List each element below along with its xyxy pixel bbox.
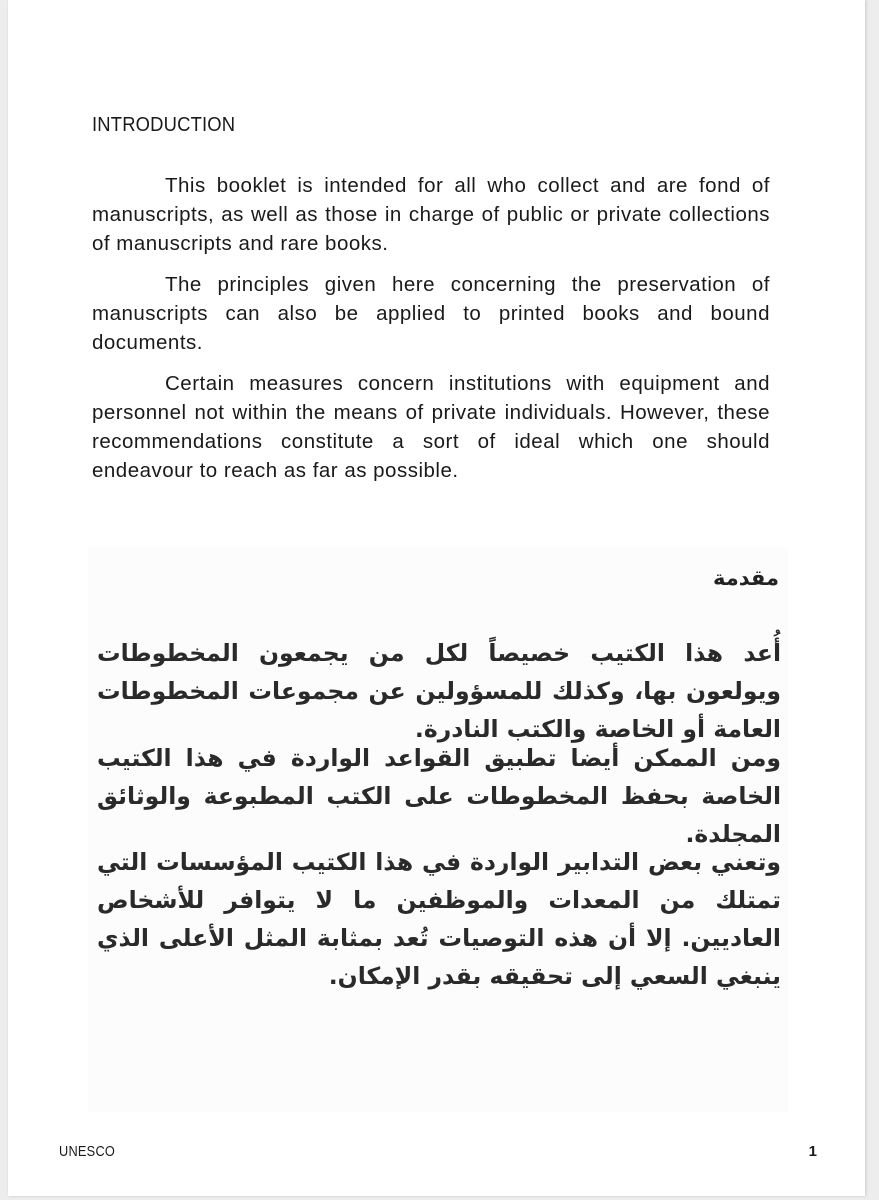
footer-publisher: UNESCO: [59, 1143, 116, 1160]
english-paragraph-2: The principles given here concerning the preservation of manuscripts can also be applied to printed books and bound documents.: [92, 273, 770, 354]
english-paragraph-1: This booklet is intended for all who collect and are fond of manuscripts, as well as those in charge of public or private collections of manuscripts and rare books.: [92, 174, 770, 255]
arabic-paragraph-2: ومن الممكن أيضا تطبيق القواعد الواردة في هذا الكتيب الخاصة بحفظ المخطوطات على الكتب المطبوعة والوثائق المجلدة.: [97, 744, 781, 848]
page-number: 1: [808, 1143, 817, 1160]
english-heading: INTRODUCTION: [92, 114, 236, 136]
english-paragraph-3: Certain measures concern institutions with equipment and personnel not within the means of private individuals. However, these recommendations constitute a sort of ideal which one should endeavour to reach as far as possible.: [92, 372, 770, 482]
arabic-heading: مقدمة: [713, 566, 779, 590]
arabic-paragraph-3: وتعني بعض التدابير الواردة في هذا الكتيب المؤسسات التي تمتلك من المعدات والموظفين ما لا يتوافر للأشخاص العاديين. إلا أن هذه التوصيات تُعد بمثابة المثل الأعلى الذي ينبغي السعي إلى تحقيقه بقدر الإمكان.: [97, 848, 781, 990]
arabic-paragraph-1: أُعد هذا الكتيب خصيصاً لكل من يجمعون المخطوطات ويولعون بها، وكذلك للمسؤولين عن مجموعات المخطوطات العامة أو الخاصة والكتب النادرة.: [97, 639, 781, 743]
